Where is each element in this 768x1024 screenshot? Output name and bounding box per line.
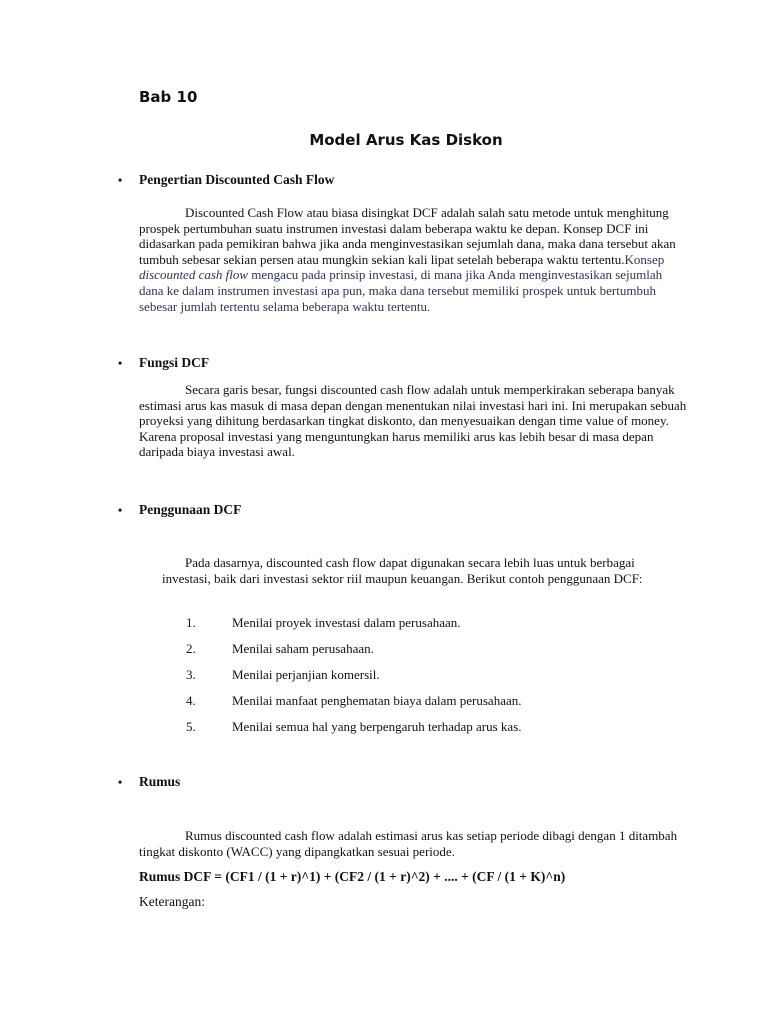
list-item bbox=[186, 719, 522, 745]
chapter-label: Bab 10 bbox=[139, 88, 198, 106]
list-item bbox=[186, 615, 522, 641]
paragraph-text: Rumus discounted cash flow adalah estimasi arus kas setiap periode dibagi dengan 1 ditambah tingkat diskonto (WACC) yang dipangkatkan sesuai periode. bbox=[139, 828, 678, 859]
paragraph-pengertian bbox=[139, 205, 687, 314]
section-heading-text: Penggunaan DCF bbox=[139, 502, 242, 517]
paragraph-italic-term: discounted cash flow bbox=[139, 267, 249, 283]
dcf-formula: Rumus DCF = (CF1 / (1 + r)^1) + (CF2 / (1 + r)^2) + .... + (CF / (1 + K)^n) bbox=[139, 869, 566, 884]
list-text: Menilai perjanjian komersil. bbox=[232, 667, 380, 682]
bullet-icon: • bbox=[118, 173, 123, 187]
list-item bbox=[186, 641, 522, 667]
paragraph-text: Secara garis besar, fungsi discounted cash flow adalah untuk memperkirakan seberapa banyak estimasi arus kas masuk di masa depan dengan menentukan nilai investasi hari ini. Ini merupakan sebuah proyeksi yang dihitung berdasarkan tingkat diskonto, dan menyesuaikan dengan time value of money. Karena proposal investasi yang menguntungkan harus memiliki arus kas lebih besar di masa depan daripada biaya investasi awal. bbox=[139, 382, 687, 460]
usage-list bbox=[186, 615, 522, 745]
paragraph-fungsi bbox=[139, 382, 687, 460]
keterangan-label: Keterangan: bbox=[139, 894, 205, 909]
list-number: 1. bbox=[186, 615, 196, 630]
list-number: 4. bbox=[186, 693, 196, 708]
paragraph-text: Discounted Cash Flow atau biasa disingkat DCF adalah salah satu metode untuk menghitung prospek pertumbuhan suatu instrumen investasi dalam beberapa waktu ke depan. Konsep DCF ini didasarkan pada pemikiran bahwa jika anda menginvestasikan sejumlah dana, maka dana tersebut akan tumbuh sebesar sekian persen atau mungkin sekian kali lipat setelah beberapa waktu tertentu. bbox=[139, 205, 676, 267]
section-heading-rumus bbox=[118, 774, 180, 790]
bullet-icon: • bbox=[118, 356, 123, 370]
list-text: Menilai semua hal yang berpengaruh terhadap arus kas. bbox=[232, 719, 522, 734]
bullet-icon: • bbox=[118, 775, 123, 789]
paragraph-text: Pada dasarnya, discounted cash flow dapat digunakan secara lebih luas untuk berbagai investasi, baik dari investasi sektor riil maupun keuangan. Berikut contoh penggunaan DCF: bbox=[162, 555, 643, 586]
paragraph-text-blue: Konsep bbox=[624, 251, 665, 267]
document-title: Model Arus Kas Diskon bbox=[309, 131, 503, 149]
bullet-icon: • bbox=[118, 503, 123, 517]
list-text: Menilai proyek investasi dalam perusahaan. bbox=[232, 615, 461, 630]
section-heading-text: Fungsi DCF bbox=[139, 355, 210, 370]
list-number: 2. bbox=[186, 641, 196, 656]
paragraph-rumus bbox=[139, 828, 687, 859]
list-text: Menilai manfaat penghematan biaya dalam perusahaan. bbox=[232, 693, 522, 708]
section-heading-text: Pengertian Discounted Cash Flow bbox=[139, 172, 335, 187]
section-heading-pengertian bbox=[118, 172, 334, 188]
paragraph-text-blue: mengacu pada prinsip investasi, di mana jika Anda menginvestasikan sejumlah dana ke dalam instrumen investasi apa pun, maka dana tersebut memiliki prospek untuk bertumbuh sebesar jumlah tertentu selama beberapa waktu tertentu. bbox=[139, 267, 663, 314]
section-heading-text: Rumus bbox=[139, 774, 181, 789]
section-heading-fungsi bbox=[118, 355, 209, 371]
list-number: 3. bbox=[186, 667, 196, 682]
list-number: 5. bbox=[186, 719, 196, 734]
list-item bbox=[186, 693, 522, 719]
section-heading-penggunaan bbox=[118, 502, 241, 518]
paragraph-penggunaan bbox=[162, 555, 672, 586]
list-item bbox=[186, 667, 522, 693]
list-text: Menilai saham perusahaan. bbox=[232, 641, 374, 656]
